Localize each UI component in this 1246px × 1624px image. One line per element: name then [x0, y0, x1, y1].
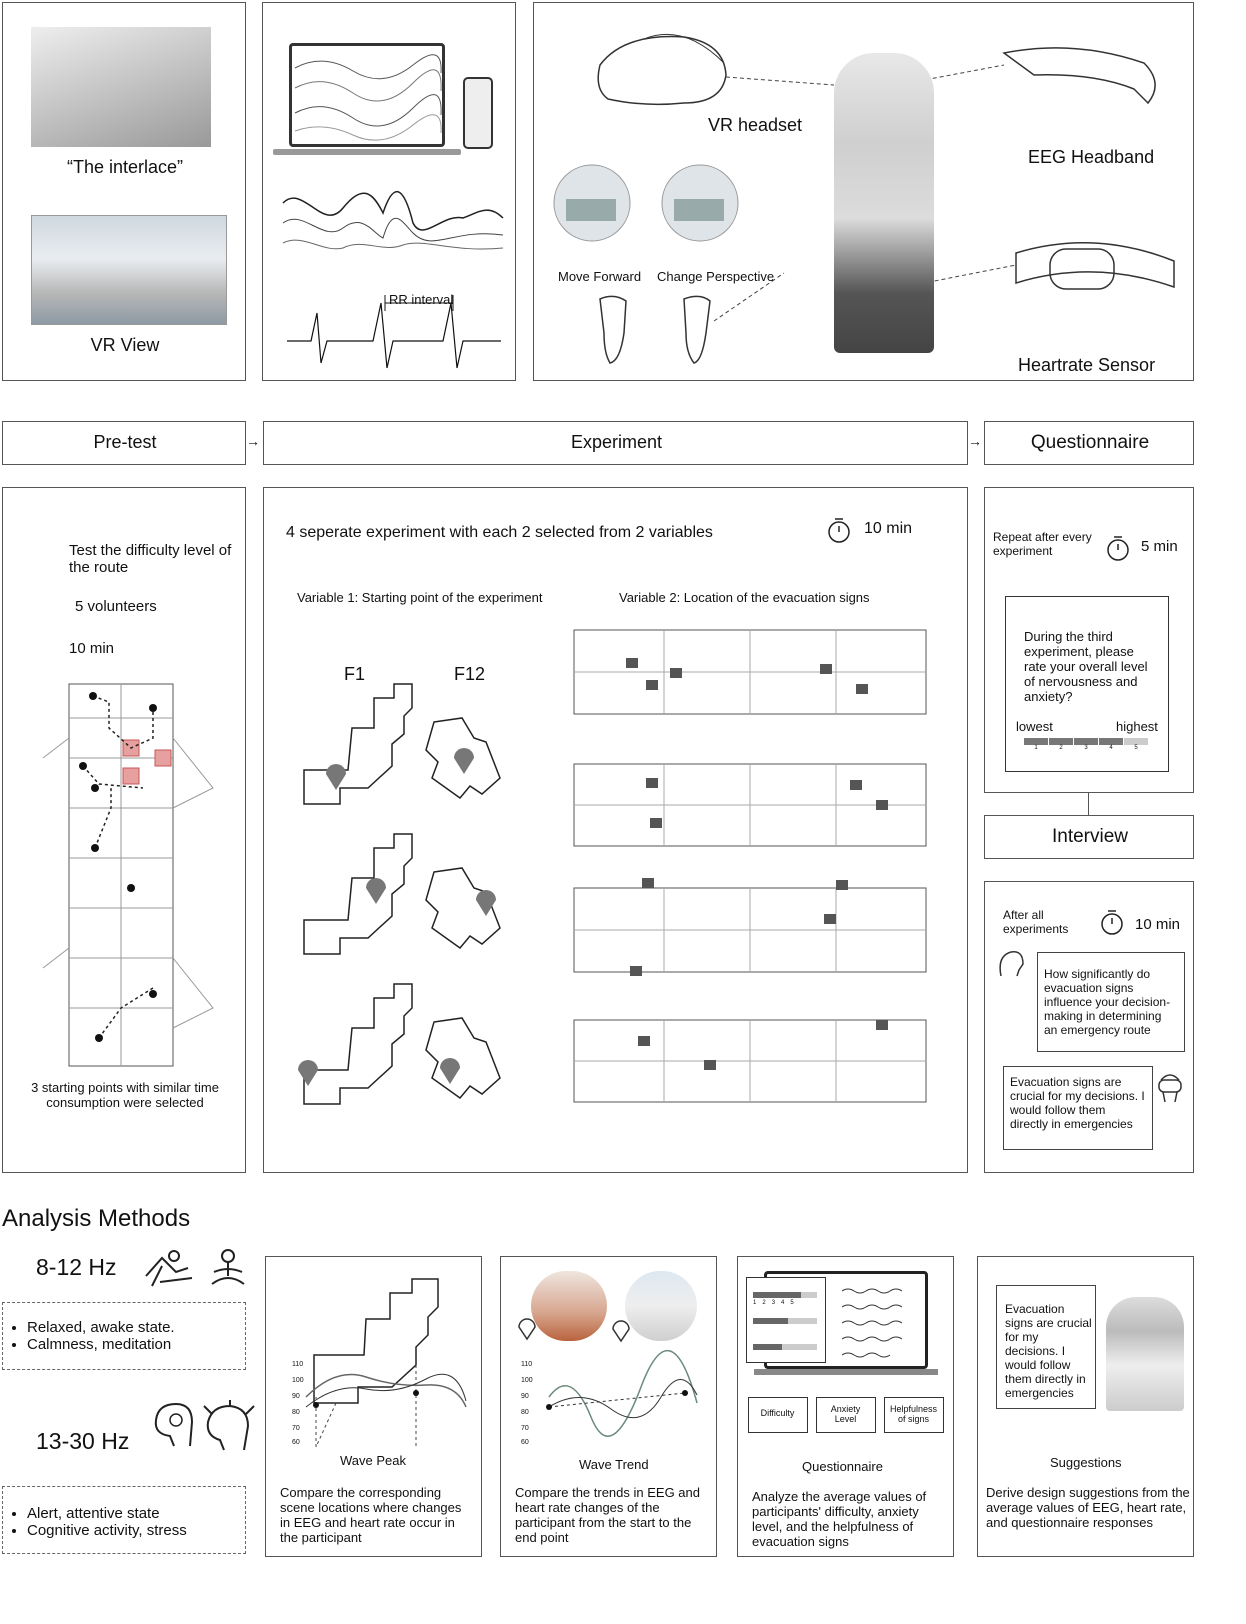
wave-peak-ytick: 100	[292, 1377, 304, 1384]
band2-label: 13-30 Hz	[36, 1428, 130, 1454]
f1-label: F1	[344, 664, 366, 684]
rating-option[interactable]: 1	[1024, 738, 1048, 745]
wave-trend-ytick: 100	[521, 1377, 533, 1384]
mini-scale-numbers: 12345	[753, 1300, 800, 1306]
controller-left-icon	[600, 296, 626, 363]
vr-view-image	[31, 215, 227, 325]
helpfulness-label: Helpfulness of signs	[889, 1404, 938, 1424]
suggestions-desc: Derive design suggestions from the average values of EEG, heart rate, and questionnaire responses	[986, 1485, 1190, 1530]
questionnaire-card	[1005, 596, 1169, 772]
flow-pretest	[2, 421, 246, 465]
heartrate-sensor-label: Heartrate Sensor	[1018, 355, 1156, 375]
equipment-panel	[533, 2, 1194, 381]
wave-peak-panel	[265, 1256, 482, 1557]
band1-description-box	[2, 1302, 246, 1370]
flow-questionnaire	[984, 421, 1194, 465]
interview-panel	[984, 881, 1194, 1173]
wave-peak-ytick: 70	[292, 1425, 300, 1432]
f12-label: F12	[454, 664, 486, 684]
wave-peak-ytick: 110	[292, 1361, 304, 1368]
wave-trend-label: Wave Trend	[579, 1457, 649, 1472]
wave-peak-label: Wave Peak	[340, 1453, 406, 1468]
wave-trend-desc: Compare the trends in EEG and heart rate changes of the participant from the start to the end point	[515, 1485, 700, 1545]
participant-photo	[834, 53, 934, 353]
flow-arrow-1: →	[246, 433, 260, 449]
eeg-waves	[263, 3, 517, 382]
flow-experiment-label: Experiment	[570, 432, 663, 452]
rr-interval-label: RR interval	[389, 292, 454, 307]
wave-trend-ytick: 110	[521, 1361, 533, 1368]
signal-panel	[262, 2, 516, 381]
pretest-description: Test the difficulty level of the route	[69, 542, 232, 576]
flow-pretest-label: Pre-test	[93, 432, 157, 452]
flow-arrow-2: →	[968, 433, 982, 449]
questionnaire-time: 5 min	[1141, 538, 1178, 555]
band2-description-box	[2, 1486, 246, 1554]
difficulty-button	[748, 1397, 808, 1433]
flow-questionnaire-label: Questionnaire	[1030, 432, 1150, 453]
change-perspective-label: Change Perspective	[657, 269, 775, 284]
interview-question: How significantly do evacuation signs influence your decision-making in determining an emergency route	[1044, 967, 1171, 1037]
rating-option[interactable]: 3	[1074, 738, 1098, 745]
interview-question-bubble	[1037, 952, 1185, 1052]
interviewer-head-icon	[995, 946, 1025, 980]
questionnaire-repeat: Repeat after every experiment	[993, 530, 1092, 558]
pretest-footer: 3 starting points with similar time consumption were selected	[31, 1080, 219, 1110]
band1-item: • Calmness, meditation	[27, 1336, 175, 1353]
helpfulness-button	[884, 1397, 944, 1433]
suggestion-quote-bubble	[996, 1285, 1096, 1409]
interview-time: 10 min	[1135, 916, 1181, 933]
cognition-icons	[150, 1400, 260, 1456]
vr-view-caption: VR View	[90, 335, 160, 355]
participant-vr-icon	[1155, 1070, 1185, 1104]
suggestion-quote: Evacuation signs are crucial for my decisions. I would follow them directly in emergencies	[1005, 1302, 1092, 1400]
pretest-panel	[2, 487, 246, 1173]
suggestions-panel	[977, 1256, 1194, 1557]
variable2-label: Variable 2: Location of the evacuation signs	[619, 590, 870, 605]
flow-experiment	[263, 421, 968, 465]
interview-stopwatch-icon	[1099, 908, 1125, 936]
building-panel	[2, 2, 246, 381]
controller-right-icon	[684, 296, 710, 363]
interview-title: Interview	[1051, 826, 1129, 847]
vr-headset-label: VR headset	[708, 115, 803, 135]
pretest-time: 10 min	[69, 640, 115, 657]
band2-item: • Alert, attentive state	[27, 1505, 187, 1522]
vr-headset-icon	[598, 37, 726, 105]
participant-vr-photo	[1106, 1297, 1184, 1411]
rating-scale[interactable]	[1024, 738, 1148, 754]
move-forward-label: Move Forward	[558, 269, 642, 284]
pretest-floorplan	[3, 488, 247, 1174]
scale-lowest-label: lowest	[1016, 719, 1053, 734]
band1-label: 8-12 Hz	[36, 1254, 117, 1280]
experiment-title: 4 seperate experiment with each 2 selected from 2 variables	[286, 524, 713, 541]
wave-peak-ytick: 60	[292, 1439, 300, 1446]
scale-highest-label: highest	[1116, 719, 1158, 734]
interview-after: After all experiments	[1003, 908, 1069, 936]
eeg-headband-icon	[1004, 48, 1155, 103]
difficulty-label: Difficulty	[760, 1408, 795, 1418]
interview-answer-bubble	[1003, 1066, 1153, 1150]
relaxation-icons	[142, 1246, 252, 1290]
wave-peak-desc: Compare the corresponding scene locations where changes in EEG and heart rate occur in the participant	[280, 1485, 462, 1545]
rating-option[interactable]: 2	[1049, 738, 1073, 745]
anxiety-level-label: Anxiety Level	[830, 1404, 861, 1424]
questionnaire-analysis-desc: Analyze the average values of participants' difficulty, anxiety level, and the helpfulness of evacuation signs	[752, 1489, 927, 1549]
analysis-title: Analysis Methods	[2, 1205, 191, 1232]
anxiety-level-button	[816, 1397, 876, 1433]
interlace-photo	[31, 27, 211, 147]
questionnaire-analysis-label: Questionnaire	[802, 1459, 883, 1474]
interview-title-box	[984, 815, 1194, 859]
wave-trend-ytick: 90	[521, 1393, 529, 1400]
experiment-panel	[263, 487, 968, 1173]
variable1-label: Variable 1: Starting point of the experiment	[297, 590, 543, 605]
wave-peak-ytick: 80	[292, 1409, 300, 1416]
evacuation-sign-plans	[264, 488, 969, 1174]
band1-item: • Relaxed, awake state.	[27, 1319, 175, 1336]
experiment-time: 10 min	[864, 520, 913, 537]
rating-option[interactable]: 5	[1124, 738, 1148, 745]
wave-peak-ytick: 90	[292, 1393, 300, 1400]
wave-trend-ytick: 80	[521, 1409, 529, 1416]
rating-option[interactable]: 4	[1099, 738, 1123, 745]
questionnaire-panel	[984, 487, 1194, 793]
wave-trend-panel	[500, 1256, 717, 1557]
interlace-caption: “The interlace”	[66, 157, 184, 177]
questionnaire-stopwatch-icon	[1105, 534, 1131, 562]
suggestions-label: Suggestions	[1050, 1455, 1122, 1470]
questionnaire-question: During the third experiment, please rate your overall level of nervousness and anxiety?	[1024, 629, 1148, 704]
wave-trend-ytick: 70	[521, 1425, 529, 1432]
wave-trend-ytick: 60	[521, 1439, 529, 1446]
pretest-volunteers: 5 volunteers	[75, 598, 157, 615]
interview-answer: Evacuation signs are crucial for my decisions. I would follow them directly in emergencies	[1010, 1075, 1145, 1131]
questionnaire-to-interview-arrow	[1088, 793, 1089, 815]
band2-item: • Cognitive activity, stress	[27, 1522, 187, 1539]
eeg-headband-label: EEG Headband	[1028, 147, 1155, 167]
questionnaire-analysis-panel	[737, 1256, 954, 1557]
